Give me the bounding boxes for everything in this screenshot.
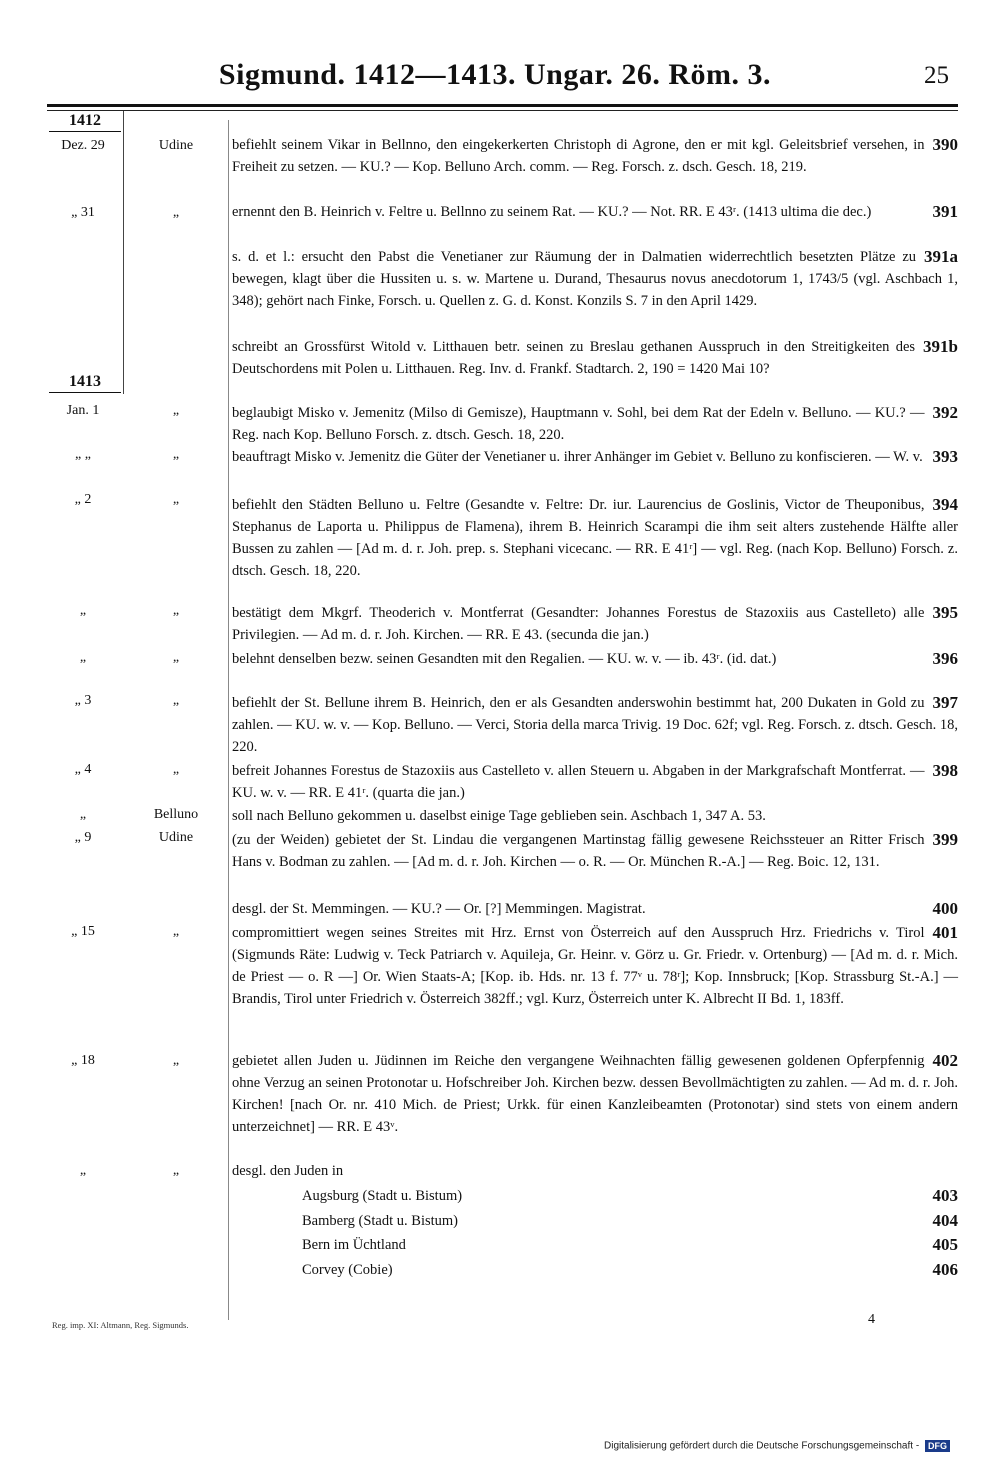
column-divider xyxy=(228,120,229,1320)
entry-text: soll nach Belluno gekommen u. daselbst einige Tage geblieben sein. Aschbach 1, 347 A. 53. xyxy=(232,808,766,824)
entry-number: 398 xyxy=(932,761,958,780)
entry-date: „ xyxy=(79,650,87,665)
dfg-logo: DFG xyxy=(925,1440,950,1452)
entry-date: „ xyxy=(79,807,87,822)
regest-entry xyxy=(232,494,958,582)
entry-date: „ xyxy=(79,603,87,618)
entry-number: 395 xyxy=(932,603,958,622)
entry-text: ernennt den B. Heinrich v. Feltre u. Bellnno zu seinem Rat. — KU.? — Not. RR. E 43ʳ. (1413 ultima die dec.) xyxy=(232,204,872,220)
header-rule-thin xyxy=(47,110,958,111)
regest-entry xyxy=(232,336,958,380)
entry-text: befiehlt der St. Bellune ihrem B. Heinrich, den er als Gesandten anderswohin bestimmt hat, 200 Dukaten in Gold zu zahlen. — KU. w. v. — Kop. Belluno. — Verci, Storia della marca Trivig. 19 Doc. 62f; vgl. Reg. Forsch. z. dtsch. Gesch. 18, 220. xyxy=(232,695,958,755)
entry-text: (zu der Weiden) gebietet der St. Lindau die vergangenen Martinstag fällig gewesene Reichssteuer an Ritter Frisch Hans v. Bodman zu zahlen. — [Ad m. d. r. Joh. Kirchen — o. R. — Or. München R.-A.] — Reg. Boic. 12, 131. xyxy=(232,832,925,870)
entry-text: Bamberg (Stadt u. Bistum) xyxy=(302,1213,459,1229)
entry-place: „ xyxy=(172,924,180,939)
regest-entry xyxy=(232,402,958,446)
entry-text: bestätigt dem Mkgrf. Theoderich v. Montferrat (Gesandter: Johannes Forestus de Stazoxiis aus Castelleto) alle Privilegien. — Ad m. d. r. Joh. Kirchen. — RR. E 43. (secunda die jan.) xyxy=(232,605,925,643)
entry-text: Corvey (Cobie) xyxy=(302,1262,393,1278)
regest-entry xyxy=(232,692,958,758)
entry-number: 400 xyxy=(932,899,958,918)
entry-date: „ 2 xyxy=(74,492,92,507)
entry-place: Udine xyxy=(158,830,194,845)
entry-text: beauftragt Misko v. Jemenitz die Güter der Venetianer u. ihrer Anhänger im Gebiet v. Belluno zu konfiscieren. — W. v. xyxy=(232,449,923,465)
sub-entry xyxy=(302,1209,958,1234)
entry-number: 392 xyxy=(932,403,958,422)
entry-text: belehnt denselben bezw. seinen Gesandten mit den Regalien. — KU. w. v. — ib. 43ʳ. (id. dat.) xyxy=(232,651,777,667)
entry-place: Udine xyxy=(158,138,194,153)
regest-entry xyxy=(232,446,958,468)
entry-text: gebietet allen Juden u. Jüdinnen im Reiche den vergangene Weihnachten fällig gewesenen goldenen Opferpfennig ohne Verzug an seinen Protonotar u. Hofschreiber Joh. Kirchen bezw. dessen Bevollmächtigten zu zahlen. — Ad m. d. r. Joh. Kirchen! [nach Or. nr. 410 Mich. de Priest; Urkk. für einen Kanzleibeamten (Protonotar) sind stets von einem andern unterzeichnet] — RR. E 43ᵛ. xyxy=(232,1053,958,1135)
entry-place: „ xyxy=(172,1163,180,1178)
entry-text: beglaubigt Misko v. Jemenitz (Milso di Gemisze), Hauptmann v. Sohl, bei dem Rat der Edeln v. Belluno. — KU.? — Reg. nach Kop. Belluno Forsch. z. dtsch. Gesch. 18, 220. xyxy=(232,405,925,443)
page-title: Sigmund. 1412—1413. Ungar. 26. Röm. 3. xyxy=(218,58,772,91)
regest-entry xyxy=(232,648,958,670)
entry-text: desgl. der St. Memmingen. — KU.? — Or. [?] Memmingen. Magistrat. xyxy=(232,901,646,917)
entry-number: 391 xyxy=(932,202,958,221)
regest-entry xyxy=(232,922,958,1010)
page-number: 25 xyxy=(924,62,949,89)
column-divider xyxy=(123,111,124,394)
regest-entry xyxy=(232,1050,958,1138)
entry-number: 401 xyxy=(932,923,958,942)
sub-entry xyxy=(302,1184,958,1209)
entry-text: Bern im Üchtland xyxy=(302,1237,406,1253)
regest-entry xyxy=(232,760,958,804)
entry-text: befiehlt seinem Vikar in Bellnno, den eingekerkerten Christoph di Agrone, den er mit kgl. Geleitsbrief versehen, in Freiheit zu setzen. — KU.? — Kop. Belluno Arch. comm. — Reg. Forsch. z. dsch. Gesch. 18, 219. xyxy=(232,137,925,175)
entry-date: „ 15 xyxy=(71,924,95,939)
entry-text: compromittiert wegen seines Streites mit Hrz. Ernst von Österreich auf den Ausspruch Hrz. Friedrichs v. Tirol (Sigmunds Räte: Ludwig v. Teck Patriarch v. Aquileja, Gr. Heinr. v. Görz u. Gr. Friedr. v. Ortenburg) — [Ad m. d. r. Mich. de Priest — o. R —] Or. Wien Staats-A; [Kop. ib. Hds. nr. 13 f. 77ᵛ u. 78ʳ]; Kop. Innsbruck; [Kop. Strassburg St.-A.] — Brandis, Tirol unter Friedrich v. Österreich 382ff.; vgl. Kurz, Österreich unter K. Albrecht II Bd. 1, 183ff. xyxy=(232,925,958,1007)
entry-place: „ xyxy=(172,1053,180,1068)
regest-entry xyxy=(232,134,958,178)
entry-date: Dez. 29 xyxy=(61,138,105,153)
entry-place: „ xyxy=(172,650,180,665)
entry-place: Belluno xyxy=(153,807,199,822)
entry-number: 405 xyxy=(932,1235,958,1254)
entry-number: 397 xyxy=(932,693,958,712)
regest-entry xyxy=(232,201,958,223)
entry-place: „ xyxy=(172,693,180,708)
entry-date: „ 18 xyxy=(71,1053,95,1068)
entry-text: befiehlt den Städten Belluno u. Feltre (Gesandte v. Feltre: Dr. iur. Laurencius de Goslinis, Victor de Theuponibus, Stephanus de Laporta u. Philippus de Flamena), ihrem B. Heinrich Scarampi die ihm seit alters zustehende Hälfte aller Bussen zu zahlen — [Ad m. d. r. Joh. prep. s. Stephani vicecanc. — RR. E 41ʳ] — vgl. Reg. (nach Kop. Belluno) Forsch. z. dtsch. Gesch. 18, 220. xyxy=(232,497,958,579)
entry-number: 403 xyxy=(932,1186,958,1205)
entry-number: 391b xyxy=(923,337,958,356)
entry-place: „ xyxy=(172,762,180,777)
entry-number: 394 xyxy=(932,495,958,514)
regest-entry xyxy=(232,829,958,873)
footer-citation: Reg. imp. XI: Altmann, Reg. Sigmunds. xyxy=(52,1320,189,1330)
sub-entry xyxy=(302,1233,958,1258)
entry-number: 396 xyxy=(932,649,958,668)
entry-date: „ 3 xyxy=(74,693,92,708)
entry-text: schreibt an Grossfürst Witold v. Litthauen betr. seinen zu Breslau gethanen Ausspruch in den Streitigkeiten des Deutschordens mit Polen u. Litthauen. Reg. Inv. d. Frankf. Stadtarch. 2, 190 = 1420 Mai 10? xyxy=(232,339,916,377)
regest-entry xyxy=(232,246,958,312)
entry-date: „ „ xyxy=(75,447,91,462)
entry-text: desgl. den Juden in xyxy=(232,1163,344,1179)
entry-number: 406 xyxy=(932,1260,958,1279)
entry-place: „ xyxy=(172,603,180,618)
regest-entry xyxy=(232,602,958,646)
entry-date: Jan. 1 xyxy=(66,403,100,418)
entry-number: 399 xyxy=(932,830,958,849)
entry-number: 390 xyxy=(932,135,958,154)
digitization-text: Digitalisierung gefördert durch die Deutsche Forschungsgemeinschaft - xyxy=(604,1440,920,1452)
entry-date: „ xyxy=(79,1163,87,1178)
entry-number: 393 xyxy=(932,447,958,466)
header-rule xyxy=(47,104,958,107)
entry-date: „ 4 xyxy=(74,762,92,777)
entry-place: „ xyxy=(172,447,180,462)
digitization-notice xyxy=(604,1440,950,1452)
entry-place: „ xyxy=(172,205,180,220)
entry-number: 391a xyxy=(924,247,958,266)
entry-text: befreit Johannes Forestus de Stazoxiis aus Castelleto v. allen Steuern u. Abgaben in der Markgrafschaft Montferrat. — KU. w. v. — RR. E 41ʳ. (quarta die jan.) xyxy=(232,763,925,801)
entry-date: „ 31 xyxy=(71,205,95,220)
entry-text: Augsburg (Stadt u. Bistum) xyxy=(302,1188,463,1204)
entry-place: „ xyxy=(172,403,180,418)
entry-number: 404 xyxy=(932,1211,958,1230)
entry-number: 402 xyxy=(932,1051,958,1070)
entry-place: „ xyxy=(172,492,180,507)
sub-entry xyxy=(302,1258,958,1283)
year-heading: 1412 xyxy=(49,111,121,132)
entry-date: „ 9 xyxy=(74,830,92,845)
year-heading: 1413 xyxy=(49,372,121,393)
entry-text: s. d. et l.: ersucht den Pabst die Venetianer zur Räumung der in Dalmatien widerrechtlich besetzten Plätze zu bewegen, klagt über die Hussiten u. s. w. Martene u. Durand, Thesaurus novus anecdotorum 1, 1743/5 (vgl. Aschbach 1, 348); gehört nach Finke, Forsch. u. Quellen z. G. d. Konst. Konzils S. 7 in den April 1429. xyxy=(232,249,958,309)
signature-mark: 4 xyxy=(868,1312,875,1327)
regest-entry xyxy=(232,805,958,827)
regest-entry xyxy=(232,898,958,920)
regest-entry xyxy=(232,1160,958,1182)
